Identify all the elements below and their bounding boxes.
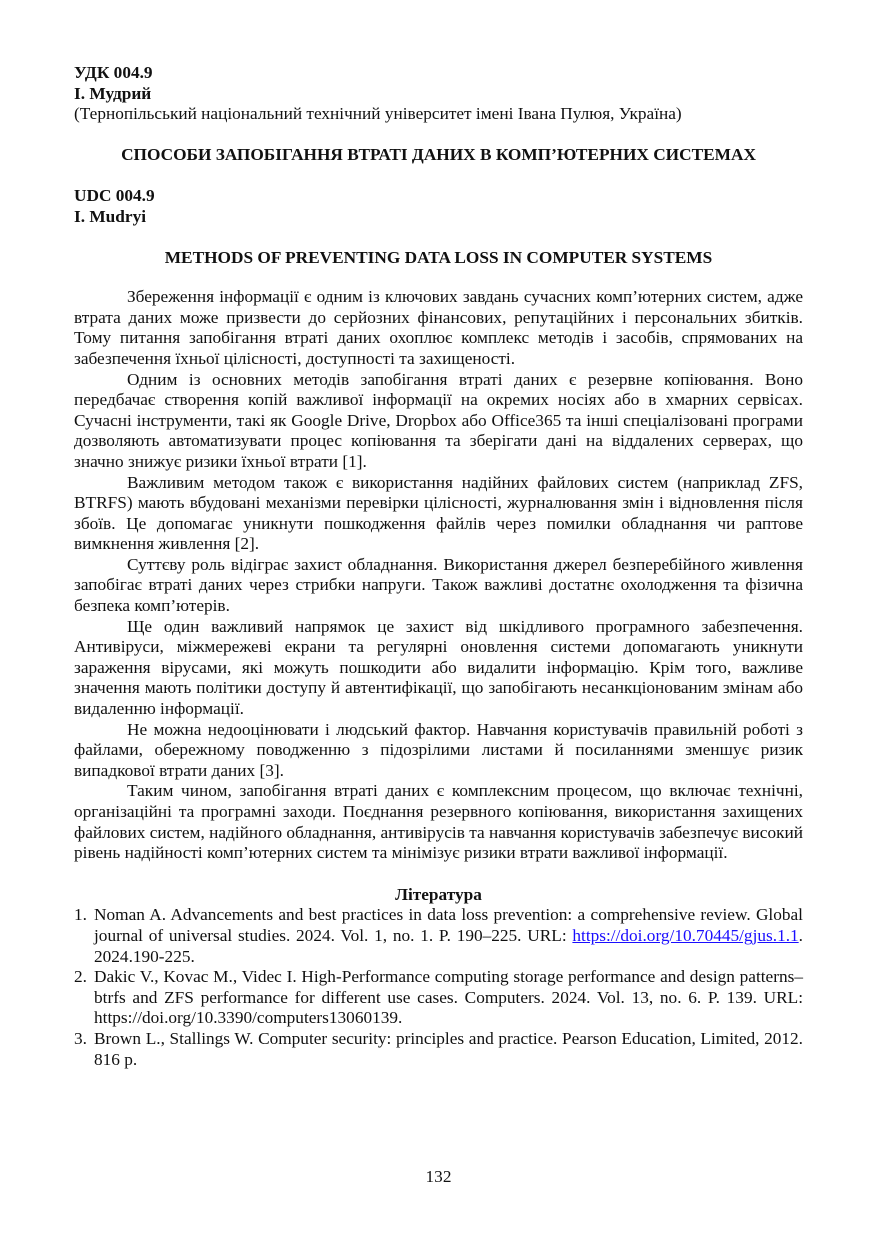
- reference-number: 2.: [74, 967, 87, 987]
- body-paragraph-1: Збереження інформації є одним із ключових завдань сучасних комп’ютерних систем, адже втрата даних може призвести до серйозних фінансових, репутаційних і персональних збитків. Тому питання запобігання втраті даних охоплює комплекс методів і засобів, спрямованих на забезпечення їхньої цілісності, доступності та захищеності.: [74, 287, 803, 368]
- author-name-en: I. Mudryi: [74, 206, 147, 226]
- reference-text: Brown L., Stallings W. Computer security: principles and practice. Pearson Education, Limited, 2012. 816 p.: [94, 1028, 803, 1069]
- body-paragraph-4: Суттєву роль відіграє захист обладнання. Використання джерел безперебійного живлення запобігає втраті даних через стрибки напруги. Також важливі достатнє охолодження та фізична безпека комп’ютерів.: [74, 554, 803, 616]
- body-paragraph-3: Важливим методом також є використання надійних файлових систем (наприклад ZFS, BTRFS) мають вбудовані механізми перевірки цілісності, журналювання змін і відновлення після збоїв. Це допомагає уникнути пошкодження файлів через помилки обладнання чи раптове вимкнення живлення [2].: [74, 472, 803, 554]
- body-paragraph-5: Ще один важливий напрямок це захист від шкідливого програмного забезпечення. Антивіруси, міжмережеві екрани та регулярні оновлення системи допомагають уникнути зараження вірусами, які можуть пошкодити або видалити інформацію. Крім того, важливе значення мають політики доступу й автентифікації, що запобігають несанкціонованим змінам або видаленню інформації.: [74, 616, 803, 719]
- references-heading: Література: [395, 884, 482, 904]
- reference-doi-link[interactable]: https://doi.org/10.70445/gjus.1.1: [572, 925, 799, 945]
- body-paragraph-2: Одним із основних методів запобігання втраті даних є резервне копіювання. Воно передбачає створення копій важливої інформації на окремих носіях або в хмарних сервісах. Сучасні інструменти, такі як Google Drive, Dropbox або Office365 та інші спеціалізовані програми дозволяють автоматизувати процес копіювання та зберігати дані на віддалених серверах, що значно знижує ризики їхньої втрати [1].: [74, 369, 803, 471]
- header-ukrainian: [74, 63, 803, 165]
- reference-number: 3.: [74, 1028, 87, 1048]
- reference-number: 1.: [74, 905, 87, 925]
- reference-item-1: [74, 905, 803, 967]
- references-section: [74, 885, 803, 1070]
- body-paragraph-6: Не можна недооцінювати і людський фактор. Навчання користувачів правильній роботі з файлами, обережному поводженню з підозрілими листами й посиланнями зменшує ризик випадкової втрати даних [3].: [74, 719, 803, 780]
- reference-item-2: [74, 967, 803, 1029]
- paper-body: [74, 287, 803, 864]
- paper-title-en: METHODS OF PREVENTING DATA LOSS IN COMPUTER SYSTEMS: [164, 247, 713, 267]
- header-english: [74, 186, 803, 268]
- paper-page: [74, 63, 803, 1070]
- paper-title-ua: СПОСОБИ ЗАПОБІГАННЯ ВТРАТІ ДАНИХ В КОМП’ЮТЕРНИХ СИСТЕМАХ: [121, 144, 756, 164]
- reference-item-3: [74, 1028, 803, 1070]
- body-paragraph-7: Таким чином, запобігання втраті даних є комплексним процесом, що включає технічні, організаційні та програмні заходи. Поєднання резервного копіювання, використання захищених файлових систем, надійного обладнання, антивірусів та навчання користувачів забезпечує високий рівень надійності комп’ютерних систем та мінімізує ризики втрати важливої інформації.: [74, 781, 803, 863]
- references-list: [74, 905, 803, 1070]
- author-name-ua: І. Мудрий: [74, 83, 152, 103]
- reference-text-tail: . 2024.190-225.: [94, 925, 803, 966]
- author-affiliation: (Тернопільський національний технічний університет імені Івана Пулюя, Україна): [74, 104, 682, 124]
- udc-code-en: UDC 004.9: [74, 186, 155, 206]
- udc-code-ua: УДК 004.9: [74, 63, 153, 82]
- reference-text: Noman A. Advancements and best practices in data loss prevention: a comprehensive review. Global journal of universal studies. 2024. Vol. 1, no. 1. P. 190–225. URL:: [94, 905, 803, 945]
- reference-text: Dakic V., Kovac M., Videc I. High-Performance computing storage performance and design patterns–btrfs and ZFS performance for different use cases. Computers. 2024. Vol. 13, no. 6. P. 139. URL: https://doi.org/10.3390/computers13060139.: [94, 967, 803, 1028]
- page-number: 132: [425, 1167, 452, 1186]
